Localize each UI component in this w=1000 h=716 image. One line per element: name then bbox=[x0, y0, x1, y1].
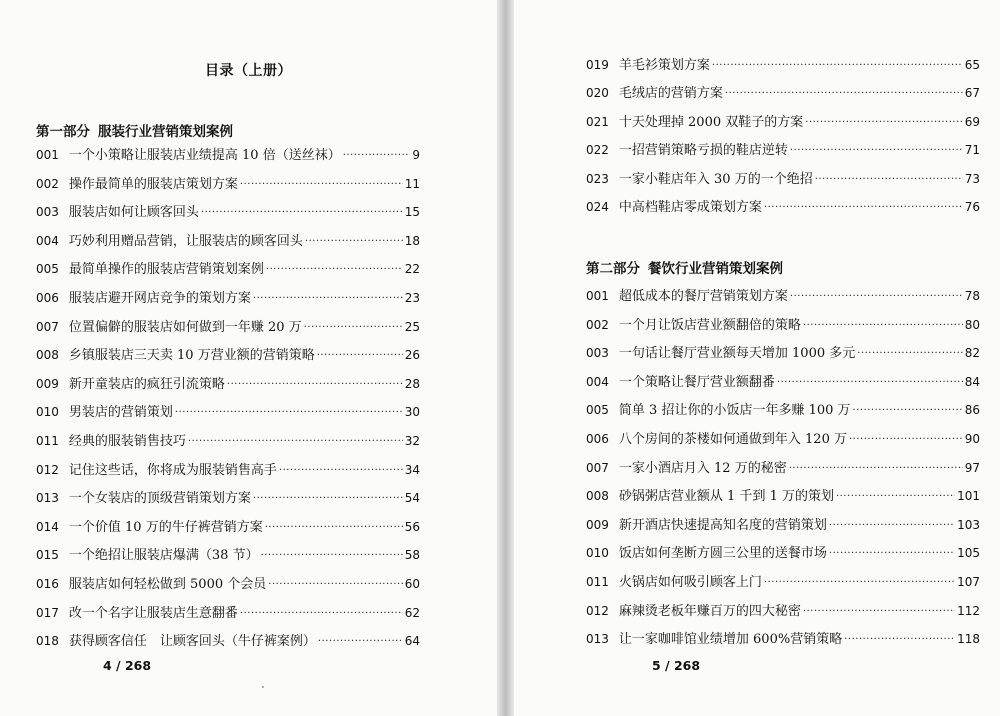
toc-entry-number: 005 bbox=[586, 403, 609, 418]
toc-entry bbox=[36, 403, 420, 432]
toc-leader-dots bbox=[829, 517, 955, 535]
toc-entry-title: 十天处理掉 2000 双鞋子的方案 bbox=[618, 114, 804, 130]
toc-leader-dots bbox=[240, 176, 403, 194]
toc-leader-dots bbox=[712, 57, 963, 75]
page-number: 5 / 268 bbox=[652, 658, 701, 673]
toc-entry-page: 64 bbox=[404, 634, 420, 649]
toc-entry bbox=[36, 318, 420, 347]
toc-entry-number: 023 bbox=[586, 171, 609, 186]
toc-entry-page: 97 bbox=[964, 460, 980, 475]
toc-entry bbox=[586, 401, 980, 430]
toc-leader-dots bbox=[240, 605, 403, 623]
toc-entry-number: 002 bbox=[36, 176, 59, 191]
toc-leader-dots bbox=[790, 288, 963, 306]
toc-entry-title: 一家小鞋店年入 30 万的一个绝招 bbox=[618, 171, 813, 187]
toc-entry-title: 乡镇服装店三天卖 10 万营业额的营销策略 bbox=[68, 348, 315, 364]
toc-entry bbox=[586, 459, 980, 488]
toc-entry-page: 23 bbox=[404, 290, 420, 305]
toc-entry-page: 65 bbox=[964, 58, 980, 72]
toc-entry-number: 015 bbox=[36, 548, 59, 563]
toc-entry-title: 服装店避开网店竞争的策划方案 bbox=[68, 290, 251, 306]
toc-leader-dots bbox=[805, 114, 962, 132]
toc-entry-number: 011 bbox=[36, 433, 59, 448]
toc-entry-title: 服装店如何轻松做到 5000 个会员 bbox=[68, 576, 267, 592]
toc-entry-page: 26 bbox=[404, 348, 420, 363]
section-heading-part-one bbox=[36, 120, 233, 140]
toc-leader-dots bbox=[201, 204, 403, 222]
toc-title: 目录（上册） bbox=[205, 63, 292, 79]
toc-entry bbox=[586, 141, 980, 169]
toc-leader-dots bbox=[317, 347, 403, 365]
toc-entry-title: 简单 3 招让你的小饭店一年多赚 100 万 bbox=[618, 403, 851, 419]
toc-entry bbox=[586, 316, 980, 345]
toc-entry-number: 018 bbox=[36, 634, 59, 649]
section-name: 服装行业营销策划案例 bbox=[98, 124, 233, 140]
toc-entry bbox=[586, 487, 980, 516]
toc-entry-title: 最简单操作的服装店营销策划案例 bbox=[68, 262, 264, 278]
toc-entry-number: 011 bbox=[586, 574, 609, 589]
toc-list-right-top bbox=[586, 56, 980, 226]
toc-entry-page: 80 bbox=[964, 317, 980, 332]
toc-leader-dots bbox=[764, 199, 963, 217]
toc-entry bbox=[586, 198, 980, 226]
toc-entry bbox=[36, 375, 420, 404]
toc-entry-page: 103 bbox=[957, 517, 980, 532]
toc-entry-page: 15 bbox=[404, 205, 420, 220]
toc-entry-number: 001 bbox=[586, 289, 609, 303]
toc-leader-dots bbox=[836, 488, 955, 506]
book-gutter bbox=[497, 0, 514, 716]
toc-entry-title: 位置偏僻的服装店如何做到一年赚 20 万 bbox=[68, 319, 302, 335]
toc-entry bbox=[586, 113, 980, 141]
toc-entry-title: 一句话让餐厅营业额每天增加 1000 多元 bbox=[618, 346, 856, 362]
toc-entry-title: 一个绝招让服装店爆满（38 节） bbox=[68, 548, 259, 564]
toc-entry-title: 操作最简单的服装店策划方案 bbox=[68, 176, 238, 192]
toc-entry bbox=[586, 630, 980, 659]
toc-entry-page: 76 bbox=[964, 199, 980, 214]
toc-leader-dots bbox=[279, 462, 403, 480]
toc-entry-title: 新开酒店快速提高知名度的营销策划 bbox=[618, 517, 827, 533]
toc-entry-title: 一个月让饭店营业额翻倍的策略 bbox=[618, 317, 801, 333]
toc-entry-number: 013 bbox=[36, 491, 59, 506]
toc-leader-dots bbox=[803, 317, 963, 335]
toc-entry-page: 18 bbox=[404, 233, 420, 248]
toc-list-left bbox=[36, 146, 420, 661]
toc-entry bbox=[586, 287, 980, 316]
toc-entry bbox=[36, 575, 420, 604]
paper-speck bbox=[262, 686, 264, 688]
left-page bbox=[0, 0, 497, 716]
toc-entry bbox=[36, 146, 420, 175]
toc-leader-dots bbox=[764, 574, 955, 592]
toc-leader-dots bbox=[175, 404, 403, 422]
toc-entry-number: 006 bbox=[36, 290, 59, 305]
toc-entry bbox=[586, 344, 980, 373]
toc-entry-number: 004 bbox=[36, 233, 59, 248]
section-heading-part-two bbox=[586, 257, 783, 277]
toc-entry bbox=[36, 260, 420, 289]
toc-entry bbox=[586, 602, 980, 631]
toc-entry-title: 巧妙利用赠品营销，让服装店的顾客回头 bbox=[68, 233, 303, 249]
toc-entry-number: 007 bbox=[586, 460, 609, 475]
page-number: 4 / 268 bbox=[103, 658, 152, 673]
toc-entry-number: 017 bbox=[36, 605, 59, 620]
toc-entry-page: 118 bbox=[957, 632, 980, 647]
toc-entry-title: 男装店的营销策划 bbox=[68, 405, 173, 421]
toc-entry-page: 101 bbox=[957, 489, 980, 504]
toc-leader-dots bbox=[253, 290, 403, 308]
toc-leader-dots bbox=[343, 147, 411, 165]
toc-entry-number: 004 bbox=[586, 374, 609, 389]
toc-entry-page: 32 bbox=[404, 433, 420, 448]
toc-entry-number: 021 bbox=[586, 114, 609, 129]
toc-leader-dots bbox=[789, 460, 963, 478]
toc-entry bbox=[36, 346, 420, 375]
toc-entry bbox=[36, 489, 420, 518]
toc-entry-page: 60 bbox=[404, 576, 420, 591]
toc-leader-dots bbox=[803, 603, 955, 621]
toc-entry-page: 54 bbox=[404, 491, 420, 506]
toc-leader-dots bbox=[188, 433, 403, 451]
toc-entry-number: 012 bbox=[586, 603, 609, 618]
toc-entry bbox=[36, 604, 420, 633]
toc-entry-number: 003 bbox=[586, 346, 609, 361]
toc-entry-number: 014 bbox=[36, 519, 59, 534]
toc-leader-dots bbox=[815, 171, 963, 189]
toc-entry-page: 58 bbox=[404, 548, 420, 563]
toc-entry-page: 69 bbox=[964, 114, 980, 129]
toc-entry bbox=[36, 432, 420, 461]
toc-entry-number: 016 bbox=[36, 576, 59, 591]
toc-leader-dots bbox=[849, 431, 963, 449]
toc-entry-title: 一家小酒店月入 12 万的秘密 bbox=[618, 460, 787, 476]
toc-entry-number: 003 bbox=[36, 205, 59, 220]
section-part-label: 第一部分 bbox=[36, 124, 90, 140]
toc-leader-dots bbox=[857, 345, 962, 363]
toc-entry-number: 010 bbox=[586, 546, 609, 561]
toc-entry-page: 84 bbox=[964, 374, 980, 389]
right-page bbox=[514, 0, 1000, 716]
toc-entry-number: 007 bbox=[36, 319, 59, 334]
toc-entry bbox=[36, 518, 420, 547]
toc-entry-number: 009 bbox=[586, 517, 609, 532]
section-part-label: 第二部分 bbox=[586, 261, 640, 277]
toc-entry-page: 22 bbox=[404, 262, 420, 277]
toc-entry-number: 009 bbox=[36, 376, 59, 391]
toc-entry bbox=[586, 573, 980, 602]
toc-entry-number: 019 bbox=[586, 58, 609, 72]
toc-entry bbox=[36, 289, 420, 318]
toc-entry-title: 记住这些话，你将成为服装销售高手 bbox=[68, 462, 277, 478]
toc-entry-page: 86 bbox=[964, 403, 980, 418]
toc-entry-number: 012 bbox=[36, 462, 59, 477]
toc-entry bbox=[36, 461, 420, 490]
toc-entry-page: 90 bbox=[964, 431, 980, 446]
toc-leader-dots bbox=[318, 633, 403, 651]
toc-leader-dots bbox=[725, 85, 963, 103]
toc-entry-number: 013 bbox=[586, 632, 609, 647]
toc-entry-page: 30 bbox=[404, 405, 420, 420]
toc-entry-title: 一个女装店的顶级营销策划方案 bbox=[68, 491, 251, 507]
toc-entry-page: 78 bbox=[964, 289, 980, 303]
toc-entry bbox=[586, 56, 980, 84]
toc-entry-title: 毛绒店的营销方案 bbox=[618, 86, 723, 102]
toc-entry-number: 024 bbox=[586, 199, 609, 214]
toc-entry bbox=[586, 430, 980, 459]
toc-entry-number: 008 bbox=[586, 489, 609, 504]
toc-leader-dots bbox=[790, 142, 963, 160]
toc-leader-dots bbox=[261, 547, 403, 565]
toc-entry bbox=[36, 232, 420, 261]
toc-entry-page: 82 bbox=[964, 346, 980, 361]
toc-entry-title: 一个小策略让服装店业绩提高 10 倍（送丝袜） bbox=[68, 148, 341, 163]
toc-entry bbox=[36, 203, 420, 232]
toc-leader-dots bbox=[777, 374, 963, 392]
toc-entry-title: 经典的服装销售技巧 bbox=[68, 433, 186, 449]
toc-leader-dots bbox=[268, 576, 402, 594]
toc-entry-number: 006 bbox=[586, 431, 609, 446]
toc-entry-title: 超低成本的餐厅营销策划方案 bbox=[618, 289, 788, 304]
toc-entry bbox=[586, 544, 980, 573]
toc-entry bbox=[36, 632, 420, 661]
toc-entry-page: 112 bbox=[957, 603, 980, 618]
toc-list-right-bottom bbox=[586, 287, 980, 659]
toc-leader-dots bbox=[266, 261, 403, 279]
toc-entry-page: 9 bbox=[412, 148, 420, 162]
toc-entry-number: 005 bbox=[36, 262, 59, 277]
toc-entry-number: 020 bbox=[586, 86, 609, 101]
toc-entry-title: 砂锅粥店营业额从 1 千到 1 万的策划 bbox=[618, 489, 834, 505]
toc-entry bbox=[36, 546, 420, 575]
toc-entry bbox=[36, 175, 420, 204]
toc-entry-page: 25 bbox=[404, 319, 420, 334]
toc-entry bbox=[586, 170, 980, 198]
toc-entry-title: 获得顾客信任 让顾客回头（牛仔裤案例） bbox=[68, 634, 316, 650]
toc-leader-dots bbox=[305, 233, 403, 251]
toc-entry-page: 34 bbox=[404, 462, 420, 477]
toc-entry bbox=[586, 516, 980, 545]
toc-entry bbox=[586, 84, 980, 112]
section-name: 餐饮行业营销策划案例 bbox=[648, 261, 783, 277]
toc-entry-title: 羊毛衫策划方案 bbox=[618, 58, 710, 73]
toc-entry-title: 麻辣烫老板年赚百万的四大秘密 bbox=[618, 603, 801, 619]
toc-entry-number: 001 bbox=[36, 148, 59, 162]
toc-entry-number: 002 bbox=[586, 317, 609, 332]
toc-entry-title: 一招营销策略亏损的鞋店逆转 bbox=[618, 143, 788, 159]
toc-entry-number: 022 bbox=[586, 143, 609, 158]
toc-entry-page: 62 bbox=[404, 605, 420, 620]
toc-leader-dots bbox=[829, 545, 955, 563]
toc-leader-dots bbox=[844, 631, 955, 649]
toc-entry bbox=[586, 373, 980, 402]
toc-entry-title: 新开童装店的疯狂引流策略 bbox=[68, 376, 225, 392]
toc-entry-page: 71 bbox=[964, 143, 980, 158]
toc-entry-page: 11 bbox=[404, 176, 420, 191]
toc-leader-dots bbox=[853, 402, 963, 420]
toc-entry-page: 107 bbox=[957, 574, 980, 589]
toc-entry-page: 28 bbox=[404, 376, 420, 391]
toc-entry-title: 服装店如何让顾客回头 bbox=[68, 205, 199, 221]
toc-entry-title: 让一家咖啡馆业绩增加 600%营销策略 bbox=[618, 632, 843, 648]
toc-entry-number: 010 bbox=[36, 405, 59, 420]
toc-entry-page: 67 bbox=[964, 86, 980, 101]
toc-entry-title: 一个策略让餐厅营业额翻番 bbox=[618, 374, 775, 390]
toc-leader-dots bbox=[265, 519, 403, 537]
toc-leader-dots bbox=[253, 490, 403, 508]
toc-entry-title: 改一个名字让服装店生意翻番 bbox=[68, 605, 238, 621]
toc-entry-title: 八个房间的茶楼如何通做到年入 120 万 bbox=[618, 431, 847, 447]
toc-entry-page: 105 bbox=[957, 546, 980, 561]
toc-entry-title: 一个价值 10 万的牛仔裤营销方案 bbox=[68, 519, 263, 535]
toc-entry-title: 火锅店如何吸引顾客上门 bbox=[618, 574, 762, 590]
toc-entry-title: 中高档鞋店零成策划方案 bbox=[618, 199, 762, 215]
toc-entry-page: 56 bbox=[404, 519, 420, 534]
toc-entry-number: 008 bbox=[36, 348, 59, 363]
toc-entry-page: 73 bbox=[964, 171, 980, 186]
toc-entry-title: 饭店如何垄断方圆三公里的送餐市场 bbox=[618, 546, 827, 562]
toc-leader-dots bbox=[304, 319, 403, 337]
toc-leader-dots bbox=[227, 376, 403, 394]
